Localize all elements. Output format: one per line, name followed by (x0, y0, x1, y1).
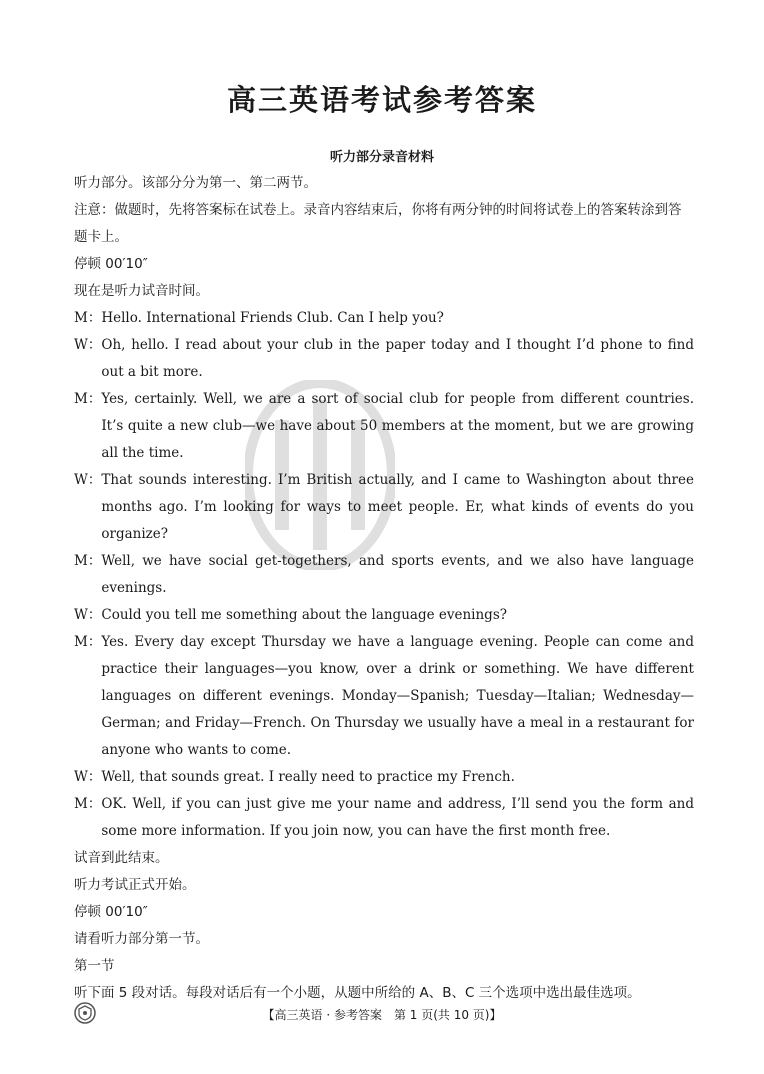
start-line: 听力考试正式开始。 (74, 877, 196, 893)
speaker-label: M： (74, 310, 102, 326)
dialogue-line (74, 332, 694, 386)
dialogue-line (74, 548, 694, 602)
page-footer: 【高三英语 · 参考答案 第 1 页(共 10 页)】 (262, 1008, 502, 1022)
speaker-label: W： (74, 607, 102, 623)
speaker-label: M： (74, 634, 102, 650)
dialogue-line (74, 791, 694, 845)
see-section-line: 请看听力部分第一节。 (74, 931, 209, 947)
dialogue-text: Yes. Every day except Thursday we have a language evening. People can come and practice their languages—you know, over a drink or something. We have different languages on different evenings. Monday—Spanish; Tuesday—Italian; Wednesday—German; and Friday—French. On Thursday we usually have a meal in a restaurant for anyone who wants to come. (101, 634, 694, 758)
trial-end-line: 试音到此结束。 (74, 850, 169, 866)
section-heading: 第一节 (74, 958, 115, 974)
dialogue-line (74, 602, 694, 629)
dialogue-line (74, 386, 694, 467)
pause-line: 停顿 00′10″ (74, 256, 148, 272)
intro-line: 听力部分。该部分分为第一、第二两节。 (74, 175, 317, 191)
dialogue-text: Hello. International Friends Club. Can I help you? (101, 310, 444, 326)
dialogue-text: Yes, certainly. Well, we are a sort of social club for people from different countries. It’s quite a new club—we have about 50 members at the moment, but we are growing all the time. (101, 391, 694, 461)
dialogue-text: Well, we have social get-togethers, and sports events, and we also have language evenings. (101, 553, 694, 596)
dialogue-line (74, 764, 694, 791)
speaker-label: W： (74, 769, 102, 785)
section-subtitle: 听力部分录音材料 (329, 150, 434, 165)
trial-line: 现在是听力试音时间。 (74, 283, 209, 299)
dialogue-line (74, 629, 694, 764)
dialogue-text: Could you tell me something about the language evenings? (101, 607, 507, 623)
instruction-line: 听下面 5 段对话。每段对话后有一个小题，从题中所给的 A、B、C 三个选项中选出最佳选项。 (74, 985, 641, 1001)
note-line: 注意：做题时，先将答案标在试卷上。录音内容结束后，你将有两分钟的时间将试卷上的答案转涂到答题卡上。 (74, 202, 682, 245)
pause-line: 停顿 00′10″ (74, 904, 148, 920)
content-body (74, 170, 694, 1007)
dialogue-text: That sounds interesting. I’m British actually, and I came to Washington about three months ago. I’m looking for ways to meet people. Er, what kinds of events do you organize? (101, 472, 694, 542)
dialogue-line (74, 305, 694, 332)
dialogue-text: Well, that sounds great. I really need to practice my French. (101, 769, 515, 785)
speaker-label: M： (74, 391, 102, 407)
dialogue (74, 305, 694, 845)
dialogue-text: Oh, hello. I read about your club in the paper today and I thought I’d phone to find out a bit more. (101, 337, 694, 380)
dialogue-text: OK. Well, if you can just give me your name and address, I’ll send you the form and some more information. If you join now, you can have the first month free. (101, 796, 694, 839)
speaker-label: M： (74, 553, 102, 569)
speaker-label: M： (74, 796, 102, 812)
dialogue-line (74, 467, 694, 548)
speaker-label: W： (74, 337, 102, 353)
page-title: 高三英语考试参考答案 (226, 83, 537, 117)
speaker-label: W： (74, 472, 102, 488)
